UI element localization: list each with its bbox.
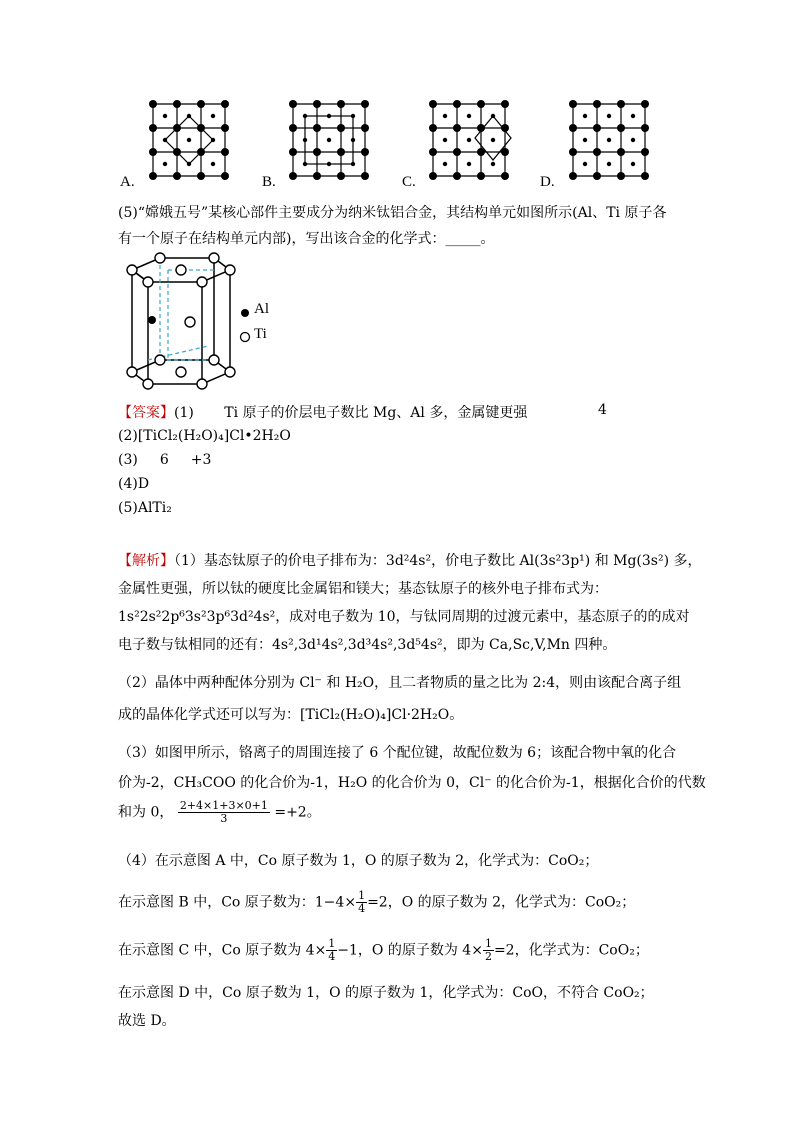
analysis-p2-line-1: （2）晶体中两种配体分别为 Cl⁻ 和 H₂O，且二者物质的量之比为 2:4，则由该配合离子组 xyxy=(118,675,682,691)
p4c-fraction-2 xyxy=(483,938,494,963)
lattice-figure-a xyxy=(145,98,237,182)
lattice-figure-c xyxy=(425,98,517,182)
analysis-p1-line-1 xyxy=(118,550,702,570)
answer-3-num: (3) xyxy=(118,452,138,468)
answer-line-4: (4)D xyxy=(118,476,150,492)
answer-tag: 【答案】 xyxy=(118,405,174,421)
answer-1-text: Ti 原子的价层电子数比 Mg、Al 多，金属键更强 xyxy=(224,405,528,421)
legend-al-label: Al xyxy=(254,301,269,317)
analysis-p3-line-3 xyxy=(118,800,321,825)
answer-line-5: (5)AlTi₂ xyxy=(118,500,172,516)
option-d-label: D. xyxy=(540,174,555,190)
analysis-p4-line-3 xyxy=(118,938,649,963)
analysis-p2-line-2: 成的晶体化学式还可以写为：[TiCl₂(H₂O)₄]Cl·2H₂O。 xyxy=(118,707,464,723)
option-b-label: B. xyxy=(262,174,276,190)
q5-line-1: (5)“嫦娥五号”某核心部件主要成分为纳米钛铝合金，其结构单元如图所示(Al、Ti 原子各 xyxy=(118,205,667,221)
option-a-label: A. xyxy=(120,174,135,190)
p4b-post: =2，O 的原子数为 2，化学式为：CoO₂； xyxy=(367,894,636,911)
p4c-f2-n: 1 xyxy=(484,937,492,950)
analysis-p1a: （1）基态钛原子的价电子排布为：3d²4s²，价电子数比 Al(3s²3p¹) 和 Mg(3s²) 多， xyxy=(174,553,702,569)
answer-1-num: (1) xyxy=(174,405,194,421)
answer-line-3 xyxy=(118,452,211,468)
analysis-p1-line-3: 1s²2s²2p⁶3s²3p⁶3d²4s²，成对电子数为 10，与钛同周期的过渡元素中，基态原子的的成对 xyxy=(118,609,690,625)
answer-1-value: 4 xyxy=(598,402,607,418)
p4c-f1-d: 4 xyxy=(328,950,336,963)
analysis-p4-line-1: （4）在示意图 A 中，Co 原子数为 1，O 的原子数为 2，化学式为：CoO₂； xyxy=(118,853,599,869)
analysis-p3-line-1: （3）如图甲所示，铬离子的周围连接了 6 个配位键，故配位数为 6；该配合物中氧的化合 xyxy=(118,745,677,761)
valence-fraction xyxy=(178,800,270,825)
p4c-fraction-1 xyxy=(326,938,337,963)
lattice-figure-b xyxy=(285,98,377,182)
analysis-p4-line-5: 故选 D。 xyxy=(118,1013,176,1029)
p4c-f1-n: 1 xyxy=(328,937,336,950)
p4c-f2-d: 2 xyxy=(484,950,492,963)
answer-line-2: (2)[TiCl₂(H₂O)₄]Cl•2H₂O xyxy=(118,428,291,444)
p4b-pre: 在示意图 B 中，Co 原子数为：1−4× xyxy=(118,894,357,911)
legend-ti-circle xyxy=(239,331,251,343)
analysis-p3-line-2: 价为-2，CH₃COO 的化合价为-1，H₂O 的化合价为 0，Cl⁻ 的化合价为-1，根据化合价的代数 xyxy=(118,775,706,791)
lattice-figure-d xyxy=(565,98,657,182)
answer-3-b: 6 xyxy=(159,452,169,468)
q5-line-2: 有一个原子在结构单元内部)，写出该合金的化学式：_____。 xyxy=(118,231,495,247)
p4c-post: =2，化学式为：CoO₂； xyxy=(493,942,649,959)
p3c-post: =+2。 xyxy=(274,804,321,821)
analysis-p1-line-4: 电子数与钛相同的还有：4s²,3d¹4s²,3d³4s²,3d⁵4s²，即为 Ca,Sc,V,Mn 四种。 xyxy=(118,637,617,653)
legend-ti-label: Ti xyxy=(254,326,267,342)
p3c-pre: 和为 0， xyxy=(118,804,174,821)
answer-3-c: +3 xyxy=(190,452,212,468)
analysis-tag: 【解析】 xyxy=(118,553,174,569)
analysis-p4-line-2 xyxy=(118,890,635,915)
p4b-fraction xyxy=(356,890,367,915)
option-c-label: C. xyxy=(402,174,416,190)
valence-numerator: 2+4×1+3×0+1 xyxy=(179,799,268,812)
legend-al-dot xyxy=(240,308,250,318)
p4c-pre: 在示意图 C 中，Co 原子数为 4× xyxy=(118,942,327,959)
valence-denominator: 3 xyxy=(220,812,228,825)
answer-line-1 xyxy=(118,402,527,422)
alti-structure-figure xyxy=(118,250,248,394)
analysis-p1-line-2: 金属性更强，所以钛的硬度比金属铝和镁大；基态钛原子的核外电子排布式为： xyxy=(118,581,608,597)
analysis-p4-line-4: 在示意图 D 中，Co 原子数为 1，O 的原子数为 1，化学式为：CoO，不符合 CoO₂； xyxy=(118,985,654,1001)
p4b-frac-d: 4 xyxy=(358,902,366,915)
p4c-mid: −1，O 的原子数为 4× xyxy=(337,942,483,959)
p4b-frac-n: 1 xyxy=(358,889,366,902)
